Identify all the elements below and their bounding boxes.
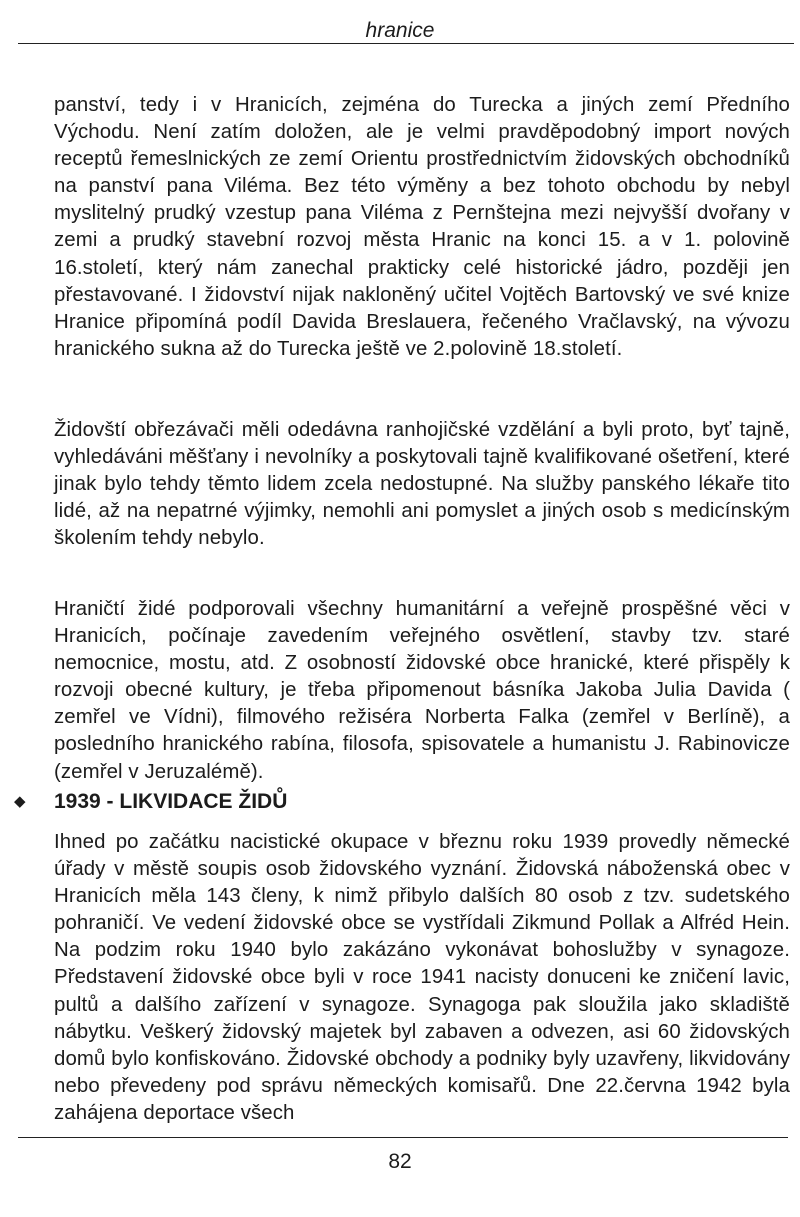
paragraph-trade: panství, tedy i v Hranicích, zejména do Turecka a jiných zemí Předního Východu. Není zatím doložen, ale je velmi pravděpodobný import nových receptů řemeslnických ze zemí Orientu prostřednictvím židovských obchodníků na panství pana Viléma. Bez této výměny a bez tohoto obchodu by nebyl myslitelný prudký vzestup pana Viléma z Pernštejna mezi nejvyšší dvořany v zemi a prudký stavební rozvoj města Hranic na konci 15. a v 1. polovině 16.století, který nám zanechal prakticky celé historické jádro, později jen přestavované. I židovství nijak nakloněný učitel Vojtěch Bartovský ve své knize Hranice připomíná podíl Davida Breslauera, řečeného Vračlavský, na vývozu hranického sukna až do Turecka ještě ve 2.polovině 18.století. <box>54 94 790 360</box>
paragraph-liquidation: Ihned po začátku nacistické okupace v březnu roku 1939 provedly německé úřady v městě soupis osob židovského vyznání. Židovská náboženská obec v Hranicích měla 143 členy, k nimž přibylo dalších 80 osob z tzv. sudetského pohraničí. Ve vedení židovské obce se vystřídali Zikmund Pollak a Alfréd Hein. Na podzim roku 1940 bylo zakázáno vykonávat bohoslužby v synagoze. Představení židovské obce byli v roce 1941 nacisty donuceni ke zničení lavic, pultů a dalšího zařízení v synagoze. Synagoga pak sloužila jako skladiště nábytku. Veškerý židovský majetek byl zabaven a odvezen, asi 60 židovských domů bylo konfiskováno. Židovské obchody a podniky byly uzavřeny, likvidovány nebo převedeny pod správu německých komisařů. Dne 22.června 1942 byla zahájena deportace všech <box>54 831 790 1124</box>
diamond-bullet-icon: ◆ <box>14 793 26 810</box>
page-number: 82 <box>388 1150 412 1173</box>
paragraph-circumcisers: Židovští obřezávači měli odedávna ranhojičské vzdělání a byli proto, byť tajně, vyhledáváni měšťany i nevolníky a poskytovali tajně kvalifikované ošetření, které jinak bylo tehdy těmto lidem zcela nedostupné. Na služby panského lékaře tito lidé, až na nepatrné výjimky, nemohli ani pomyslet a jiných osob s medicínským školením tehdy nebylo. <box>54 419 790 550</box>
header-rule <box>18 43 794 44</box>
section-heading: 1939 - LIKVIDACE ŽIDŮ <box>54 790 288 813</box>
footer-rule <box>18 1137 788 1138</box>
running-head: hranice <box>365 19 435 42</box>
paragraph-humanitarian: Hraničtí židé podporovali všechny humanitární a veřejně prospěšné věci v Hranicích, počínaje zavedením veřejného osvětlení, stavby tzv. staré nemocnice, mostu, atd. Z osobností židovské obce hranické, které přispěly k rozvoji obecné kultury, je třeba připomenout básníka Jakoba Julia Davida ( zemřel ve Vídni), filmového režiséra Norberta Falka (zemřel v Berlíně), a posledního hranického rabína, filosofa, spisovatele a humanistu J. Rabinovicze (zemřel v Jeruzalémě). <box>54 598 790 783</box>
